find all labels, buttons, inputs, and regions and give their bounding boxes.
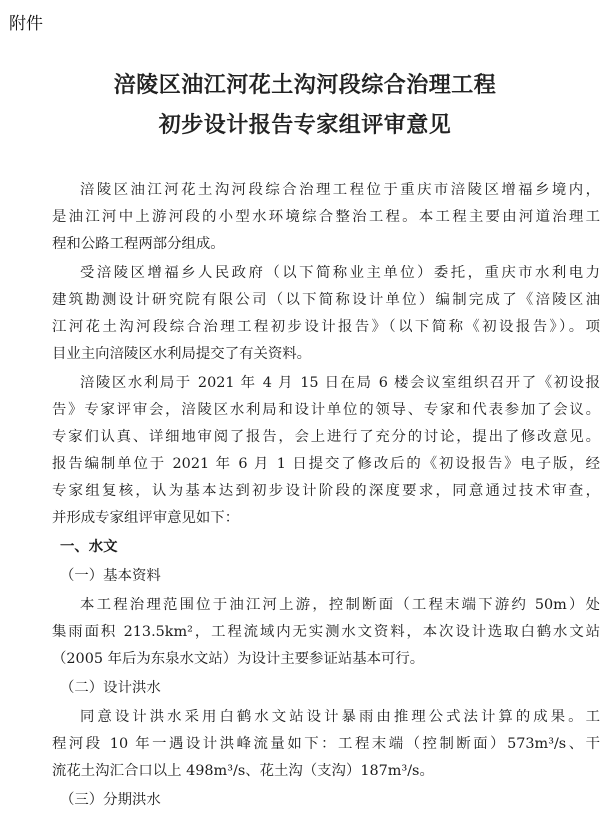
subsection-heading: （三）分期洪水 (60, 792, 161, 808)
body-line: （2005 年后为东泉水文站）为设计主要参证站基本可行。 (52, 651, 425, 667)
body-line: 告》专家评审会，涪陵区水利局和设计单位的领导、专家和代表参加了会议。 (52, 402, 600, 418)
body-line: 报告编制单位于 2021 年 6 月 1 日提交了修改后的《初设报告》电子版，经 (52, 456, 600, 472)
subsection-heading: （一）基本资料 (60, 568, 161, 584)
body-line: 程和公路工程两部分组成。 (52, 236, 225, 252)
body-line: 并形成专家组评审意见如下： (52, 510, 240, 526)
document-title-line-1: 涪陵区油江河花土沟河段综合治理工程 (113, 73, 497, 98)
body-line: 涪陵区油江河花土沟河段综合治理工程位于重庆市涪陵区增福乡境内， (80, 182, 600, 198)
attachment-label: 附件 (9, 14, 43, 34)
body-line: 江河花土沟河段综合治理工程初步设计报告》（以下简称《初设报告》）。项 (52, 319, 600, 335)
subsection-heading: （二）设计洪水 (60, 680, 161, 696)
body-line: 受涪陵区增福乡人民政府（以下简称业主单位）委托，重庆市水利电力 (80, 265, 600, 281)
body-line: 目业主向涪陵区水利局提交了有关资料。 (52, 346, 312, 362)
body-line: 是油江河中上游河段的小型水环境综合整治工程。本工程主要由河道治理工 (52, 209, 600, 225)
body-line: 专家们认真、详细地审阅了报告，会上进行了充分的讨论，提出了修改意见。 (52, 429, 600, 445)
body-line: 本工程治理范围位于油江河上游，控制断面（工程末端下游约 50m）处 (80, 597, 600, 613)
body-line: 专家组复核，认为基本达到初步设计阶段的深度要求，同意通过技术审查， (52, 483, 600, 499)
body-line: 建筑勘测设计研究院有限公司（以下简称设计单位）编制完成了《涪陵区油 (52, 292, 600, 308)
body-line: 涪陵区水利局于 2021 年 4 月 15 日在局 6 楼会议室组织召开了《初设报 (80, 375, 600, 391)
body-line: 同意设计洪水采用白鹤水文站设计暴雨由推理公式法计算的成果。工 (80, 709, 600, 725)
body-line: 程河段 10 年一遇设计洪峰流量如下：工程末端（控制断面）573m³/s、干 (52, 736, 600, 752)
body-line: 集雨面积 213.5km²，工程流域内无实测水文资料，本次设计选取白鹤水文站 (52, 624, 600, 640)
document-title-line-2: 初步设计报告专家组评审意见 (158, 113, 452, 138)
body-line: 流花土沟汇合口以上 498m³/s、花土沟（支沟）187m³/s。 (52, 763, 434, 779)
section-heading-hydrology: 一、水文 (60, 539, 118, 555)
